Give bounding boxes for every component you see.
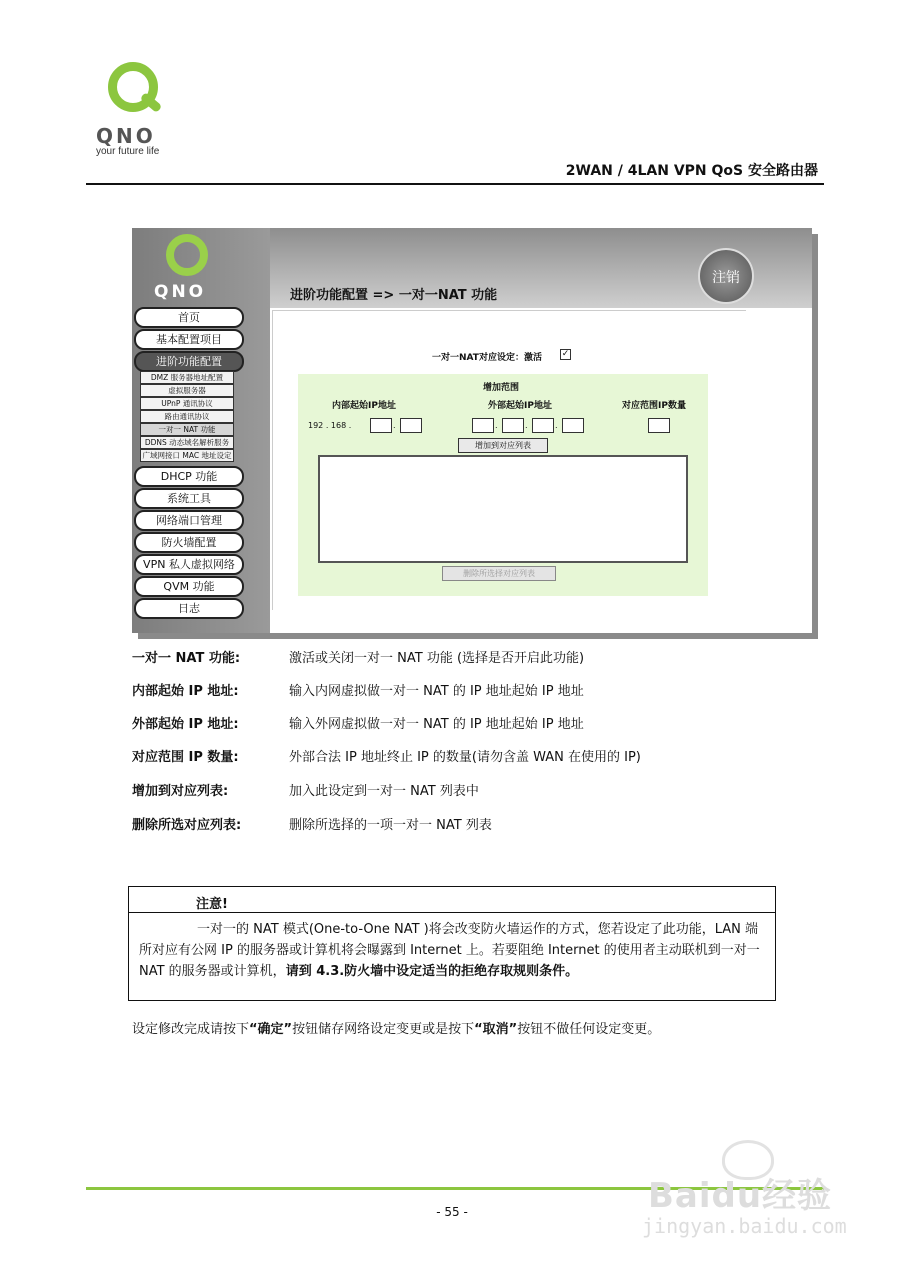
- note-body: [139, 919, 767, 982]
- content-left-border: [272, 310, 273, 610]
- def-desc-external-ip: 输入外网虚拟做一对一 NAT 的 IP 地址起始 IP 地址: [289, 717, 584, 732]
- instruction-part2: 按钮储存网络设定变更或是按下: [292, 1022, 475, 1037]
- screenshot-logo-icon: [166, 234, 208, 276]
- external-ip-octet4-input[interactable]: [562, 418, 584, 433]
- note-title: 注意!: [196, 897, 228, 912]
- def-term-nat: 一对一 NAT 功能:: [132, 651, 241, 666]
- nav-system-tools[interactable]: 系统工具: [134, 488, 244, 509]
- def-desc-add-list: 加入此设定到一对一 NAT 列表中: [289, 784, 479, 799]
- def-desc-delete-list: 删除所选择的一项一对一 NAT 列表: [289, 818, 492, 833]
- nat-enable-checkbox[interactable]: ✓: [561, 349, 570, 359]
- subnav-virtual-server[interactable]: 虚拟服务器: [140, 384, 234, 397]
- subnav-ddns[interactable]: DDNS 动态域名解析服务: [140, 436, 234, 449]
- range-title: 增加范围: [483, 383, 520, 393]
- def-desc-internal-ip: 输入内网虚拟做一对一 NAT 的 IP 地址起始 IP 地址: [289, 684, 584, 699]
- instruction-confirm: “确定”: [249, 1022, 293, 1037]
- instruction-line: [132, 1018, 660, 1037]
- note-divider: [129, 912, 775, 913]
- def-term-add-list: 增加到对应列表:: [132, 784, 229, 799]
- note-body-emphasis: 请到 4.3.防火墙中设定适当的拒绝存取规则条件。: [285, 964, 579, 979]
- instruction-part3: 按钮不做任何设定变更。: [517, 1022, 661, 1037]
- nav-qvm[interactable]: QVM 功能: [134, 576, 244, 597]
- nav-log[interactable]: 日志: [134, 598, 244, 619]
- logout-button[interactable]: 注销: [698, 248, 754, 304]
- subnav-wan-mac[interactable]: 广域网接口 MAC 地址设定: [140, 449, 234, 462]
- internal-ip-octet3-input[interactable]: [370, 418, 392, 433]
- logo-tagline: your future life: [96, 146, 160, 157]
- ip-dot: .: [393, 421, 396, 430]
- logo-text: QNO: [96, 124, 156, 148]
- watermark-main: Baidu经验: [648, 1176, 833, 1216]
- router-ui-screenshot: [132, 228, 812, 633]
- ip-dot: .: [525, 421, 528, 430]
- internal-ip-prefix: 192 . 168 .: [308, 421, 352, 430]
- nav-home[interactable]: 首页: [134, 307, 244, 328]
- col-ip-count: 对应范围IP数量: [622, 401, 686, 411]
- screenshot-logo-text: QNO: [154, 282, 207, 302]
- ip-dot: .: [495, 421, 498, 430]
- external-ip-octet2-input[interactable]: [502, 418, 524, 433]
- def-desc-nat: 激活或关闭一对一 NAT 功能 (选择是否开启此功能): [289, 651, 585, 666]
- delete-selected-button[interactable]: 删除所选择对应列表: [442, 566, 556, 581]
- def-desc-ip-count: 外部合法 IP 地址终止 IP 的数量(请勿含盖 WAN 在使用的 IP): [289, 750, 641, 765]
- nav-advanced-config[interactable]: 进阶功能配置: [134, 351, 244, 372]
- nav-firewall[interactable]: 防火墙配置: [134, 532, 244, 553]
- col-internal-start-ip: 内部起始IP地址: [332, 401, 396, 411]
- note-body-text: 一对一的 NAT 模式(One-to-One NAT )将会改变防火墙运作的方式，您若设定了此功能，LAN 端所对应有公网 IP 的服务器或计算机将会曝露到 Internet 上。若要阻绝 Internet 的使用者主动联机到一对一 NAT 的服务器或计算机，: [139, 922, 760, 979]
- nav-basic-config[interactable]: 基本配置项目: [134, 329, 244, 350]
- nat-mapping-list[interactable]: [318, 455, 688, 563]
- ip-count-input[interactable]: [648, 418, 670, 433]
- nav-port-management[interactable]: 网络端口管理: [134, 510, 244, 531]
- breadcrumb: 进阶功能配置 => 一对一NAT 功能: [290, 288, 498, 303]
- ip-dot: .: [555, 421, 558, 430]
- def-term-ip-count: 对应范围 IP 数量:: [132, 750, 239, 765]
- nat-enable-label: 一对一NAT对应设定：激活: [432, 353, 542, 363]
- external-ip-octet3-input[interactable]: [532, 418, 554, 433]
- page-number: - 55 -: [436, 1205, 468, 1219]
- add-to-list-button[interactable]: 增加到对应列表: [458, 438, 548, 453]
- def-term-external-ip: 外部起始 IP 地址:: [132, 717, 239, 732]
- watermark-url: jingyan.baidu.com: [642, 1214, 847, 1238]
- external-ip-octet1-input[interactable]: [472, 418, 494, 433]
- header-divider: [86, 183, 824, 185]
- def-term-delete-list: 删除所选对应列表:: [132, 818, 242, 833]
- note-box: [128, 886, 776, 1001]
- instruction-cancel: “取消”: [474, 1022, 518, 1037]
- subnav-dmz[interactable]: DMZ 服务器地址配置: [140, 371, 234, 384]
- document-header-title: 2WAN / 4LAN VPN QoS 安全路由器: [565, 163, 818, 179]
- subnav-upnp[interactable]: UPnP 通讯协议: [140, 397, 234, 410]
- nav-vpn[interactable]: VPN 私人虚拟网络: [134, 554, 244, 575]
- internal-ip-octet4-input[interactable]: [400, 418, 422, 433]
- instruction-part1: 设定修改完成请按下: [132, 1022, 250, 1037]
- subnav-routing[interactable]: 路由通讯协议: [140, 410, 234, 423]
- nav-dhcp[interactable]: DHCP 功能: [134, 466, 244, 487]
- subnav-one-to-one-nat[interactable]: 一对一 NAT 功能: [140, 423, 234, 436]
- content-top-border: [272, 310, 746, 311]
- def-term-internal-ip: 内部起始 IP 地址:: [132, 684, 239, 699]
- col-external-start-ip: 外部起始IP地址: [488, 401, 552, 411]
